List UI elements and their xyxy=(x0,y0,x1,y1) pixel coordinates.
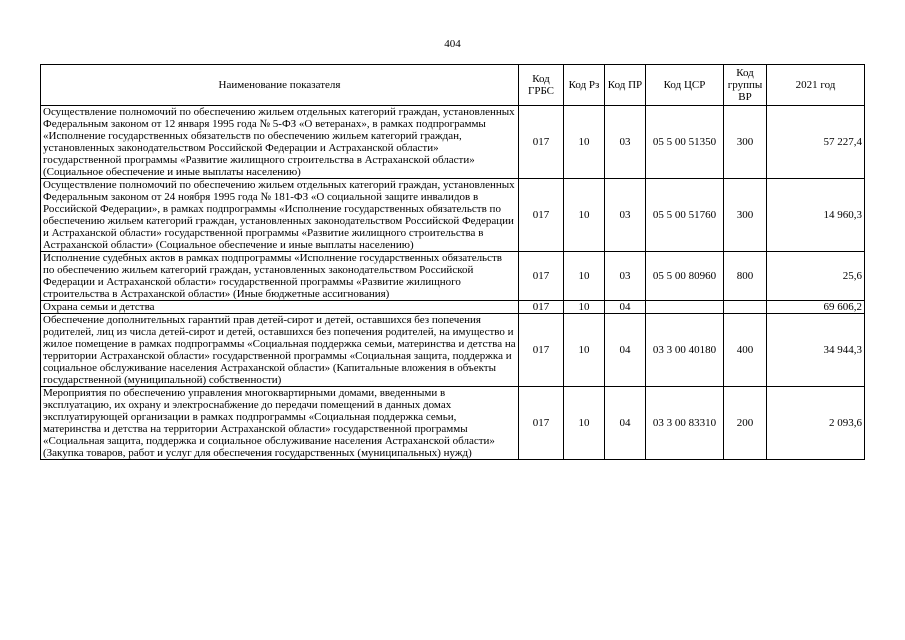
row-amount: 69 606,2 xyxy=(767,301,865,314)
row-rz: 10 xyxy=(564,314,605,387)
row-name: Обеспечение дополнительных гарантий прав детей-сирот и детей, оставшихся без попечения родителей, лиц из числа детей-сирот и детей, оставшихся без попечения родителей, на имущество и жилое помещение в рамках подпрограммы «Социальная поддержка семьи, материнства и детства на территории Астраханской области» государственной программы «Социальная защита, поддержка и социальное обслуживание населения Астраханской области» (Капитальные вложения в объекты государственной (муниципальной) собственности) xyxy=(41,314,519,387)
row-amount: 57 227,4 xyxy=(767,106,865,179)
table-row xyxy=(41,387,865,460)
row-rz: 10 xyxy=(564,387,605,460)
row-name: Осуществление полномочий по обеспечению жильем отдельных категорий граждан, установленных Федеральным законом от 12 января 1995 года № 5-ФЗ «О ветеранах», в рамках подпрограммы «Исполнение государственных обязательств по обеспечению жильем категорий граждан, установленных законодательством Российской Федерации и Астраханской области» государственной программы «Развитие жилищного строительства в Астраханской области» (Социальное обеспечение и иные выплаты населению) xyxy=(41,106,519,179)
row-csr: 03 3 00 40180 xyxy=(646,314,724,387)
row-csr: 05 5 00 51350 xyxy=(646,106,724,179)
row-name: Осуществление полномочий по обеспечению жильем отдельных категорий граждан, установленных Федеральным законом от 24 ноября 1995 года № 181-ФЗ «О социальной защите инвалидов в Российской Федерации», в рамках подпрограммы «Исполнение государственных обязательств по обеспечению жильем категорий граждан, установленных законодательством Российской Федерации и Астраханской области» государственной программы «Развитие жилищного строительства в Астраханской области» (Социальное обеспечение и иные выплаты населению) xyxy=(41,179,519,252)
row-rz: 10 xyxy=(564,301,605,314)
header-rz: Код Рз xyxy=(564,65,605,106)
row-rz: 10 xyxy=(564,179,605,252)
row-pr: 03 xyxy=(605,179,646,252)
row-vr xyxy=(724,301,767,314)
row-vr: 300 xyxy=(724,106,767,179)
table-row xyxy=(41,106,865,179)
row-name: Охрана семьи и детства xyxy=(41,301,519,314)
row-vr: 300 xyxy=(724,179,767,252)
row-pr: 04 xyxy=(605,301,646,314)
header-csr: Код ЦСР xyxy=(646,65,724,106)
row-vr: 800 xyxy=(724,252,767,301)
header-year: 2021 год xyxy=(767,65,865,106)
header-grbs: Код ГРБС xyxy=(519,65,564,106)
row-rz: 10 xyxy=(564,252,605,301)
row-csr: 05 5 00 80960 xyxy=(646,252,724,301)
row-csr xyxy=(646,301,724,314)
row-pr: 04 xyxy=(605,314,646,387)
row-vr: 400 xyxy=(724,314,767,387)
table-row xyxy=(41,301,865,314)
row-amount: 25,6 xyxy=(767,252,865,301)
row-csr: 03 3 00 83310 xyxy=(646,387,724,460)
table-row xyxy=(41,179,865,252)
row-amount: 34 944,3 xyxy=(767,314,865,387)
header-pr: Код ПР xyxy=(605,65,646,106)
row-grbs: 017 xyxy=(519,252,564,301)
row-name: Исполнение судебных актов в рамках подпрограммы «Исполнение государственных обязательств по обеспечению жильем категорий граждан, установленных законодательством Российской Федерации и Астраханской области» государственной программы «Развитие жилищного строительства в Астраханской области» (Иные бюджетные ассигнования) xyxy=(41,252,519,301)
row-vr: 200 xyxy=(724,387,767,460)
header-name: Наименование показателя xyxy=(41,65,519,106)
page-number: 404 xyxy=(444,38,461,50)
row-grbs: 017 xyxy=(519,106,564,179)
row-grbs: 017 xyxy=(519,179,564,252)
budget-table xyxy=(40,64,865,460)
row-csr: 05 5 00 51760 xyxy=(646,179,724,252)
row-grbs: 017 xyxy=(519,387,564,460)
table-row xyxy=(41,252,865,301)
table-header-row xyxy=(41,65,865,106)
table-row xyxy=(41,314,865,387)
row-amount: 2 093,6 xyxy=(767,387,865,460)
row-name: Мероприятия по обеспечению управления многоквартирными домами, введенными в эксплуатацию, их охрану и электроснабжение до передачи помещений в данных домах эксплуатирующей организации в рамках подпрограммы «Социальная поддержка семьи, материнства и детства на территории Астраханской области» государственной программы «Социальная защита, поддержка и социальное обслуживание населения Астраханской области» (Закупка товаров, работ и услуг для обеспечения государственных (муниципальных) нужд) xyxy=(41,387,519,460)
row-pr: 03 xyxy=(605,106,646,179)
row-rz: 10 xyxy=(564,106,605,179)
row-grbs: 017 xyxy=(519,314,564,387)
header-vr: Код группы ВР xyxy=(724,65,767,106)
row-pr: 03 xyxy=(605,252,646,301)
row-grbs: 017 xyxy=(519,301,564,314)
row-pr: 04 xyxy=(605,387,646,460)
row-amount: 14 960,3 xyxy=(767,179,865,252)
